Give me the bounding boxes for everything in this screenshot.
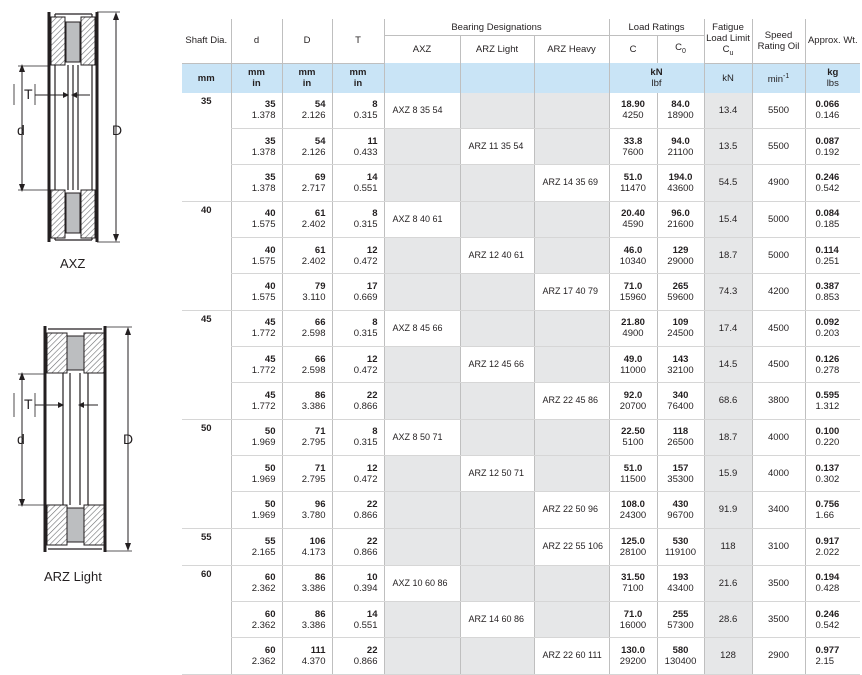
unit-outer-d: mm in — [282, 63, 332, 93]
cell-c: 49.0 11000 — [609, 347, 657, 383]
cell-speed: 5500 — [752, 93, 805, 129]
unit-speed: $\min^{-1}$ — [752, 63, 805, 93]
cell-shaft — [182, 602, 231, 638]
cell-c: 71.0 16000 — [609, 602, 657, 638]
cell-arz-heavy: ARZ 22 55 106 — [534, 528, 609, 565]
table-row — [182, 165, 860, 202]
cell-axz — [384, 274, 460, 311]
cell-speed: 3800 — [752, 383, 805, 420]
cell-axz: AXZ 8 50 71 — [384, 419, 460, 456]
cell-axz: AXZ 10 60 86 — [384, 565, 460, 602]
cell-shaft — [182, 129, 231, 165]
cell-outer-d: 71 2.795 — [282, 419, 332, 456]
cell-t: 12 0.472 — [332, 238, 384, 274]
cell-weight: 0.087 0.192 — [805, 129, 860, 165]
cell-axz: AXZ 8 35 54 — [384, 93, 460, 129]
cell-fatigue: 74.3 — [704, 274, 752, 311]
cell-speed: 2900 — [752, 638, 805, 675]
cell-weight: 0.066 0.146 — [805, 93, 860, 129]
cell-t: 12 0.472 — [332, 347, 384, 383]
cell-arz-light — [460, 528, 534, 565]
cell-t: 11 0.433 — [332, 129, 384, 165]
cell-arz-light — [460, 274, 534, 311]
cell-d: 60 2.362 — [231, 602, 282, 638]
cell-weight: 0.977 2.15 — [805, 638, 860, 675]
cell-arz-heavy — [534, 456, 609, 492]
cell-speed: 5500 — [752, 129, 805, 165]
unit-shaft: mm — [182, 63, 231, 93]
cell-weight: 0.194 0.428 — [805, 565, 860, 602]
cell-arz-heavy: ARZ 22 60 111 — [534, 638, 609, 675]
cell-fatigue: 118 — [704, 528, 752, 565]
cell-c: 33.8 7600 — [609, 129, 657, 165]
cell-speed: 3500 — [752, 602, 805, 638]
cell-c: 51.0 11500 — [609, 456, 657, 492]
cell-arz-light: ARZ 11 35 54 — [460, 129, 534, 165]
cell-speed: 4000 — [752, 456, 805, 492]
cell-outer-d: 86 3.386 — [282, 565, 332, 602]
cell-fatigue: 128 — [704, 638, 752, 675]
table-row — [182, 528, 860, 565]
cell-outer-d: 61 2.402 — [282, 201, 332, 238]
cell-fatigue: 68.6 — [704, 383, 752, 420]
cell-c0: 129 29000 — [657, 238, 704, 274]
header-speed: Speed Rating Oil — [752, 19, 805, 63]
header-arz-heavy: ARZ Heavy — [534, 36, 609, 64]
cell-outer-d: 106 4.173 — [282, 528, 332, 565]
arz-drawing — [14, 326, 133, 552]
cell-shaft: 50 — [200, 422, 212, 434]
cell-axz: AXZ 8 40 61 — [384, 201, 460, 238]
header-load-ratings: Load Ratings — [609, 19, 704, 36]
table-row — [182, 347, 860, 383]
cell-shaft — [182, 347, 231, 383]
cell-weight: 0.126 0.278 — [805, 347, 860, 383]
cell-c: 46.0 10340 — [609, 238, 657, 274]
cell-shaft: 55 — [182, 528, 231, 565]
cell-axz — [384, 165, 460, 202]
cell-arz-light: ARZ 12 40 61 — [460, 238, 534, 274]
axz-label-d-small: d — [17, 122, 25, 138]
cell-outer-d: 111 4.370 — [282, 638, 332, 675]
cell-c0: 118 26500 — [657, 419, 704, 456]
cell-outer-d: 61 2.402 — [282, 238, 332, 274]
cell-arz-heavy: ARZ 22 50 96 — [534, 492, 609, 529]
bearing-table-body — [182, 93, 860, 675]
cell-t: 8 0.315 — [332, 310, 384, 347]
cell-shaft: 35 — [200, 95, 212, 107]
table-row — [182, 456, 860, 492]
cell-fatigue: 17.4 — [704, 310, 752, 347]
unit-arz-light — [460, 63, 534, 93]
cell-arz-heavy: ARZ 22 45 86 — [534, 383, 609, 420]
cell-arz-light — [460, 201, 534, 238]
cell-speed: 5000 — [752, 238, 805, 274]
cell-c: 22.50 5100 — [609, 419, 657, 456]
cell-speed: 3400 — [752, 492, 805, 529]
cell-outer-d: 86 3.386 — [282, 602, 332, 638]
cell-c: 18.90 4250 — [609, 93, 657, 129]
cell-weight: 0.387 0.853 — [805, 274, 860, 311]
cell-axz — [384, 456, 460, 492]
cell-axz: AXZ 8 45 66 — [384, 310, 460, 347]
header-fatigue: Fatigue Load Limit $C_u$ — [704, 19, 752, 63]
cell-c0: 109 24500 — [657, 310, 704, 347]
cell-c0: 157 35300 — [657, 456, 704, 492]
unit-t: mm in — [332, 63, 384, 93]
cell-c0: 430 96700 — [657, 492, 704, 529]
arz-label-d-large: D — [123, 431, 134, 447]
table-row — [182, 238, 860, 274]
cell-c: 130.0 29200 — [609, 638, 657, 675]
table-row — [182, 274, 860, 311]
cell-c0: 193 43400 — [657, 565, 704, 602]
cell-outer-d: 54 2.126 — [282, 93, 332, 129]
cell-arz-heavy — [534, 201, 609, 238]
unit-arz-heavy — [534, 63, 609, 93]
table-row — [182, 638, 860, 675]
cell-c: 71.0 15960 — [609, 274, 657, 311]
header-c: C — [609, 36, 657, 64]
cell-outer-d: 86 3.386 — [282, 383, 332, 420]
bearing-table — [182, 19, 860, 675]
cell-d: 35 1.378 — [231, 165, 282, 202]
cell-outer-d: 96 3.780 — [282, 492, 332, 529]
cell-t: 10 0.394 — [332, 565, 384, 602]
cell-fatigue: 54.5 — [704, 165, 752, 202]
table-row — [182, 93, 860, 129]
cell-weight: 0.246 0.542 — [805, 602, 860, 638]
cell-axz — [384, 492, 460, 529]
cell-fatigue: 15.9 — [704, 456, 752, 492]
table-row — [182, 492, 860, 529]
cell-speed: 4500 — [752, 347, 805, 383]
cell-weight: 0.092 0.203 — [805, 310, 860, 347]
cell-t: 8 0.315 — [332, 201, 384, 238]
cell-c: 108.0 24300 — [609, 492, 657, 529]
cell-d: 45 1.772 — [231, 383, 282, 420]
cell-arz-light — [460, 492, 534, 529]
arz-caption: ARZ Light — [44, 569, 102, 584]
table-row — [182, 419, 860, 456]
cell-c: 31.50 7100 — [609, 565, 657, 602]
cell-d: 50 1.969 — [231, 419, 282, 456]
arz-label-d-small: d — [17, 431, 25, 447]
cell-arz-light — [460, 638, 534, 675]
arz-label-t: T — [24, 396, 33, 412]
cell-shaft — [182, 492, 231, 529]
cell-shaft — [182, 456, 231, 492]
cell-axz — [384, 129, 460, 165]
bearing-drawings — [0, 0, 180, 640]
cell-weight: 0.246 0.542 — [805, 165, 860, 202]
cell-d: 55 2.165 — [231, 528, 282, 565]
cell-speed: 3100 — [752, 528, 805, 565]
cell-speed: 3500 — [752, 565, 805, 602]
axz-label-t: T — [24, 86, 33, 102]
cell-weight: 0.137 0.302 — [805, 456, 860, 492]
cell-shaft — [182, 383, 231, 420]
units-row — [182, 63, 860, 93]
cell-arz-light — [460, 165, 534, 202]
header-axz: AXZ — [384, 36, 460, 64]
cell-c0: 84.0 18900 — [657, 93, 704, 129]
cell-arz-heavy — [534, 347, 609, 383]
cell-arz-light — [460, 93, 534, 129]
header-c0: $C_0$ — [657, 36, 704, 64]
cell-weight: 0.756 1.66 — [805, 492, 860, 529]
cell-arz-heavy — [534, 602, 609, 638]
cell-c0: 340 76400 — [657, 383, 704, 420]
cell-d: 45 1.772 — [231, 347, 282, 383]
cell-fatigue: 14.5 — [704, 347, 752, 383]
cell-weight: 0.114 0.251 — [805, 238, 860, 274]
cell-t: 8 0.315 — [332, 93, 384, 129]
cell-d: 35 1.378 — [231, 129, 282, 165]
cell-weight: 0.100 0.220 — [805, 419, 860, 456]
cell-outer-d: 54 2.126 — [282, 129, 332, 165]
table-row — [182, 129, 860, 165]
cell-arz-heavy — [534, 419, 609, 456]
cell-speed: 4200 — [752, 274, 805, 311]
cell-d: 45 1.772 — [231, 310, 282, 347]
cell-c: 125.0 28100 — [609, 528, 657, 565]
axz-caption: AXZ — [60, 256, 86, 271]
cell-outer-d: 79 3.110 — [282, 274, 332, 311]
cell-weight: 0.595 1.312 — [805, 383, 860, 420]
cell-shaft — [182, 638, 231, 675]
axz-drawing — [14, 12, 122, 242]
cell-arz-light: ARZ 12 45 66 — [460, 347, 534, 383]
cell-axz — [384, 347, 460, 383]
table-row — [182, 310, 860, 347]
cell-fatigue: 18.7 — [704, 238, 752, 274]
cell-fatigue: 18.7 — [704, 419, 752, 456]
cell-arz-light — [460, 419, 534, 456]
header-d: d — [231, 19, 282, 63]
cell-t: 22 0.866 — [332, 528, 384, 565]
cell-arz-heavy — [534, 565, 609, 602]
cell-speed: 4900 — [752, 165, 805, 202]
cell-c0: 530 119100 — [657, 528, 704, 565]
cell-t: 22 0.866 — [332, 383, 384, 420]
cell-outer-d: 66 2.598 — [282, 347, 332, 383]
cell-fatigue: 28.6 — [704, 602, 752, 638]
table-row — [182, 565, 860, 602]
cell-outer-d: 71 2.795 — [282, 456, 332, 492]
cell-fatigue: 91.9 — [704, 492, 752, 529]
unit-axz — [384, 63, 460, 93]
cell-arz-heavy: ARZ 14 35 69 — [534, 165, 609, 202]
cell-c: 21.80 4900 — [609, 310, 657, 347]
cell-speed: 5000 — [752, 201, 805, 238]
cell-axz — [384, 602, 460, 638]
cell-t: 12 0.472 — [332, 456, 384, 492]
axz-label-d-large: D — [112, 122, 123, 138]
cell-d: 40 1.575 — [231, 274, 282, 311]
cell-axz — [384, 528, 460, 565]
cell-t: 17 0.669 — [332, 274, 384, 311]
cell-weight: 0.084 0.185 — [805, 201, 860, 238]
cell-fatigue: 13.4 — [704, 93, 752, 129]
cell-arz-heavy — [534, 93, 609, 129]
header-outer-d: D — [282, 19, 332, 63]
bearing-drawings-svg — [0, 0, 180, 640]
cell-outer-d: 69 2.717 — [282, 165, 332, 202]
unit-fatigue: kN — [704, 63, 752, 93]
cell-c0: 580 130400 — [657, 638, 704, 675]
cell-c: 92.0 20700 — [609, 383, 657, 420]
cell-shaft: 40 — [200, 204, 212, 216]
cell-fatigue: 13.5 — [704, 129, 752, 165]
table-row — [182, 201, 860, 238]
cell-arz-light — [460, 383, 534, 420]
cell-arz-heavy — [534, 238, 609, 274]
cell-arz-light — [460, 310, 534, 347]
cell-arz-light: ARZ 14 60 86 — [460, 602, 534, 638]
cell-shaft — [182, 238, 231, 274]
cell-t: 22 0.866 — [332, 492, 384, 529]
cell-c: 20.40 4590 — [609, 201, 657, 238]
cell-shaft: 45 — [200, 313, 212, 325]
cell-weight: 0.917 2.022 — [805, 528, 860, 565]
cell-arz-light — [460, 565, 534, 602]
cell-arz-heavy: ARZ 17 40 79 — [534, 274, 609, 311]
unit-weight: kg lbs — [805, 63, 860, 93]
cell-d: 60 2.362 — [231, 638, 282, 675]
cell-d: 35 1.378 — [231, 93, 282, 129]
header-t: T — [332, 19, 384, 63]
cell-c0: 255 57300 — [657, 602, 704, 638]
cell-shaft: 60 — [200, 568, 212, 580]
table-row — [182, 602, 860, 638]
unit-load: kN lbf — [609, 63, 704, 93]
cell-c0: 94.0 21100 — [657, 129, 704, 165]
cell-speed: 4000 — [752, 419, 805, 456]
cell-arz-heavy — [534, 310, 609, 347]
header-designations: Bearing Designations — [384, 19, 609, 36]
cell-fatigue: 15.4 — [704, 201, 752, 238]
header-shaft: Shaft Dia. — [182, 19, 231, 63]
cell-d: 50 1.969 — [231, 492, 282, 529]
cell-d: 40 1.575 — [231, 238, 282, 274]
cell-d: 40 1.575 — [231, 201, 282, 238]
cell-axz — [384, 383, 460, 420]
cell-axz — [384, 638, 460, 675]
header-weight: Approx. Wt. — [805, 19, 860, 63]
cell-c0: 194.0 43600 — [657, 165, 704, 202]
cell-outer-d: 66 2.598 — [282, 310, 332, 347]
cell-t: 22 0.866 — [332, 638, 384, 675]
cell-t: 14 0.551 — [332, 165, 384, 202]
header-arz-light: ARZ Light — [460, 36, 534, 64]
cell-t: 14 0.551 — [332, 602, 384, 638]
cell-speed: 4500 — [752, 310, 805, 347]
cell-c0: 265 59600 — [657, 274, 704, 311]
cell-fatigue: 21.6 — [704, 565, 752, 602]
cell-axz — [384, 238, 460, 274]
cell-c0: 143 32100 — [657, 347, 704, 383]
table-row — [182, 383, 860, 420]
unit-d: mm in — [231, 63, 282, 93]
cell-t: 8 0.315 — [332, 419, 384, 456]
cell-c: 51.0 11470 — [609, 165, 657, 202]
cell-arz-light: ARZ 12 50 71 — [460, 456, 534, 492]
cell-shaft — [182, 274, 231, 311]
cell-c0: 96.0 21600 — [657, 201, 704, 238]
cell-arz-heavy — [534, 129, 609, 165]
cell-shaft — [182, 165, 231, 202]
cell-d: 50 1.969 — [231, 456, 282, 492]
cell-d: 60 2.362 — [231, 565, 282, 602]
